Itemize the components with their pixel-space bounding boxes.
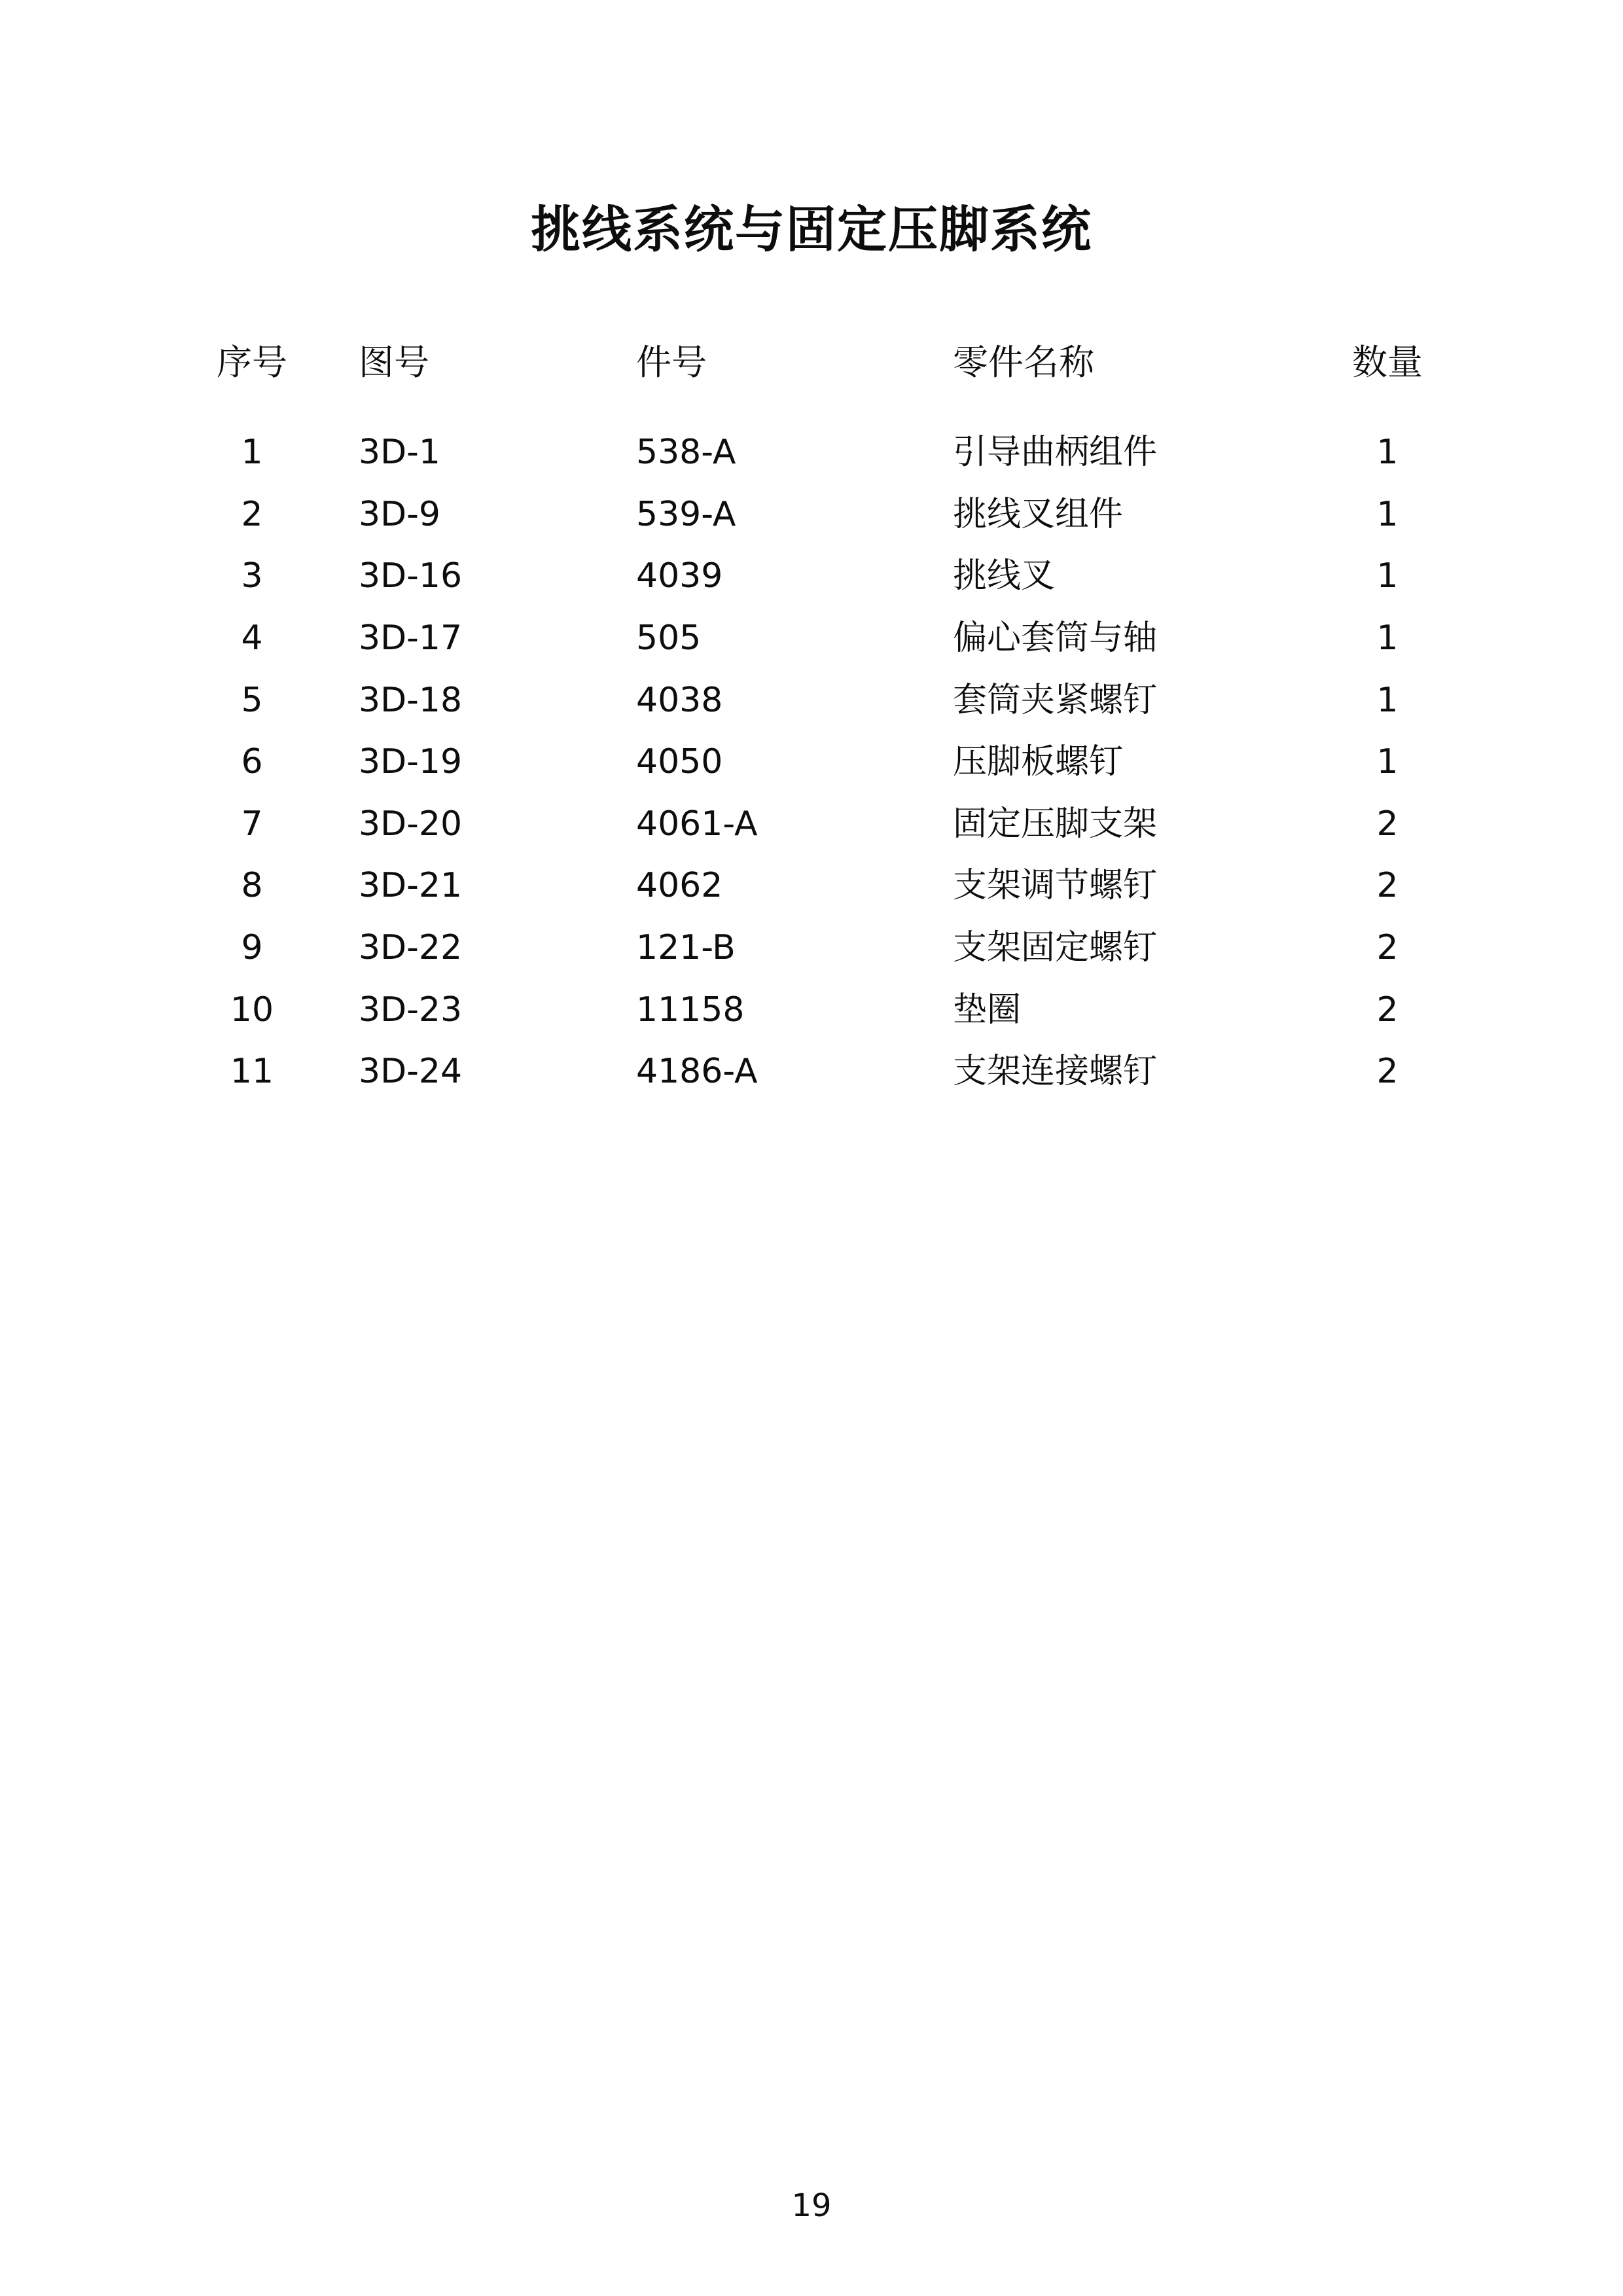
cell-seq: 10 xyxy=(230,990,274,1030)
cell-quantity: 2 xyxy=(1376,804,1399,844)
cell-drawing-no: 3D-18 xyxy=(359,680,463,720)
cell-part-name: 固定压脚支架 xyxy=(953,804,1158,844)
cell-part-no: 4050 xyxy=(636,742,723,782)
cell-drawing-no: 3D-1 xyxy=(359,433,440,472)
table-row xyxy=(157,855,1466,917)
cell-seq: 7 xyxy=(241,804,263,844)
cell-part-no: 4039 xyxy=(636,556,723,596)
cell-part-no: 4061-A xyxy=(636,804,758,844)
cell-drawing-no: 3D-23 xyxy=(359,990,463,1030)
cell-part-name: 挑线叉 xyxy=(953,556,1056,596)
table-row xyxy=(157,422,1466,484)
parts-table xyxy=(157,334,1466,1103)
column-header-part-no: 件号 xyxy=(636,342,707,383)
cell-quantity: 2 xyxy=(1376,990,1399,1030)
table-row xyxy=(157,979,1466,1041)
cell-part-name: 支架调节螺钉 xyxy=(953,866,1158,906)
cell-quantity: 2 xyxy=(1376,1052,1399,1092)
cell-part-name: 支架连接螺钉 xyxy=(953,1052,1158,1092)
table-row xyxy=(157,607,1466,670)
cell-seq: 8 xyxy=(241,866,263,906)
cell-part-name: 引导曲柄组件 xyxy=(953,433,1158,472)
cell-seq: 11 xyxy=(230,1052,274,1092)
cell-quantity: 1 xyxy=(1376,618,1399,658)
cell-seq: 1 xyxy=(241,433,263,472)
column-header-drawing-no: 图号 xyxy=(359,342,429,383)
page-title: 挑线系统与固定压脚系统 xyxy=(531,200,1092,259)
page-number: 19 xyxy=(791,2187,832,2224)
cell-seq: 4 xyxy=(241,618,263,658)
table-header-row xyxy=(157,334,1466,422)
cell-drawing-no: 3D-24 xyxy=(359,1052,463,1092)
column-header-part-name: 零件名称 xyxy=(953,342,1094,383)
cell-part-name: 支架固定螺钉 xyxy=(953,928,1158,967)
column-header-seq: 序号 xyxy=(217,342,287,383)
cell-seq: 9 xyxy=(241,928,263,967)
cell-part-no: 539-A xyxy=(636,494,736,534)
cell-part-no: 538-A xyxy=(636,433,736,472)
cell-part-name: 偏心套筒与轴 xyxy=(953,618,1158,658)
cell-part-no: 4186-A xyxy=(636,1052,758,1092)
cell-quantity: 2 xyxy=(1376,928,1399,967)
cell-part-no: 4062 xyxy=(636,866,723,906)
cell-drawing-no: 3D-21 xyxy=(359,866,463,906)
cell-part-no: 4038 xyxy=(636,680,723,720)
table-row xyxy=(157,731,1466,793)
cell-part-name: 套筒夹紧螺钉 xyxy=(953,680,1158,720)
cell-drawing-no: 3D-20 xyxy=(359,804,463,844)
cell-drawing-no: 3D-22 xyxy=(359,928,463,967)
cell-quantity: 1 xyxy=(1376,680,1399,720)
cell-quantity: 1 xyxy=(1376,433,1399,472)
cell-quantity: 1 xyxy=(1376,742,1399,782)
cell-part-name: 挑线叉组件 xyxy=(953,494,1124,534)
cell-part-no: 121-B xyxy=(636,928,736,967)
table-header xyxy=(157,334,1466,422)
table-body xyxy=(157,422,1466,1103)
cell-drawing-no: 3D-17 xyxy=(359,618,463,658)
cell-drawing-no: 3D-16 xyxy=(359,556,463,596)
cell-part-name: 压脚板螺钉 xyxy=(953,742,1124,782)
cell-drawing-no: 3D-19 xyxy=(359,742,463,782)
table-row xyxy=(157,1041,1466,1103)
cell-quantity: 1 xyxy=(1376,556,1399,596)
table-row xyxy=(157,670,1466,732)
cell-seq: 5 xyxy=(241,680,263,720)
cell-drawing-no: 3D-9 xyxy=(359,494,440,534)
cell-quantity: 2 xyxy=(1376,866,1399,906)
cell-part-no: 505 xyxy=(636,618,702,658)
cell-seq: 2 xyxy=(241,494,263,534)
table-row xyxy=(157,793,1466,855)
table-row xyxy=(157,545,1466,607)
table-row xyxy=(157,484,1466,546)
table-row xyxy=(157,917,1466,979)
column-header-quantity: 数量 xyxy=(1352,342,1423,383)
cell-quantity: 1 xyxy=(1376,494,1399,534)
cell-part-no: 11158 xyxy=(636,990,745,1030)
cell-part-name: 垫圈 xyxy=(953,990,1022,1030)
cell-seq: 6 xyxy=(241,742,263,782)
cell-seq: 3 xyxy=(241,556,263,596)
